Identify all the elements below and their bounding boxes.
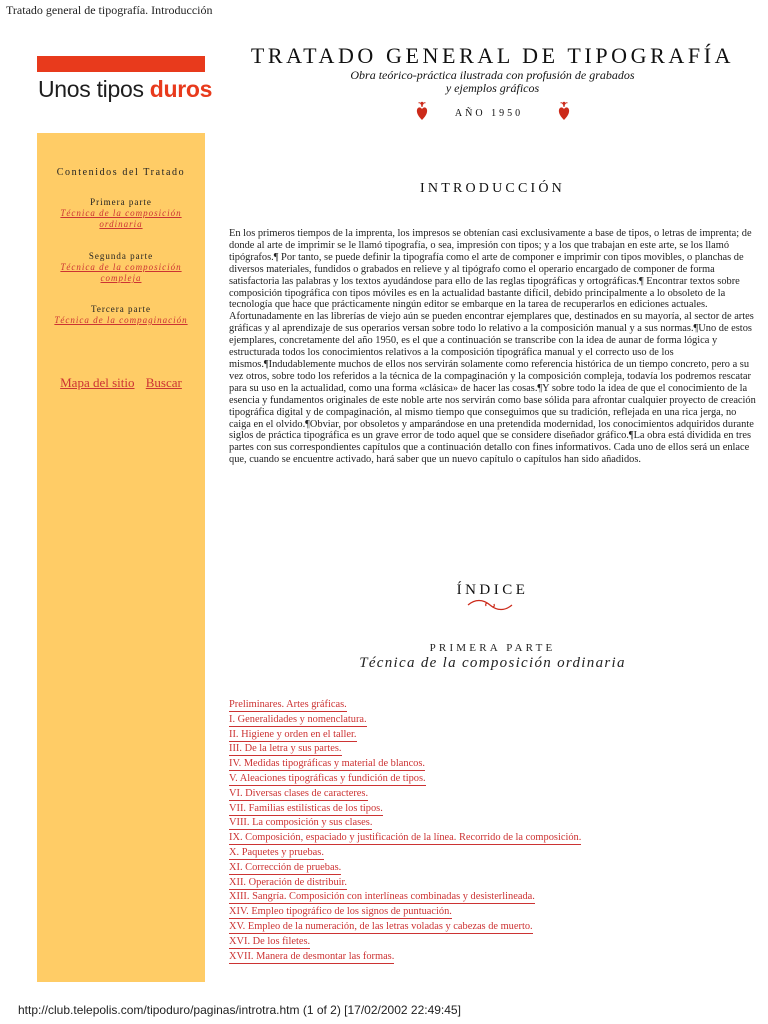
toc-link[interactable]: III. De la letra y sus partes. (229, 743, 342, 755)
toc-link[interactable]: XII. Operación de distribuir. (229, 876, 348, 888)
toc-item (229, 756, 581, 771)
toc-link[interactable]: XI. Corrección de pruebas. (229, 861, 342, 873)
sidebar-link-segunda-parte[interactable]: Técnica de la composición compleja (60, 262, 182, 283)
toc-item (229, 934, 581, 949)
toc-link[interactable]: VIII. La composición y sus clases. (229, 817, 373, 829)
toc-link[interactable]: I. Generalidades y nomenclatura. (229, 713, 367, 725)
sidebar-utility-links (37, 375, 205, 391)
toc-link[interactable]: XIII. Sangría. Composición con interlíneas combinadas y desisterlineada. (229, 891, 535, 903)
toc-item (229, 697, 581, 712)
print-header: Tratado general de tipografía. Introducción (6, 3, 213, 17)
heart-flower-ornament-icon (557, 100, 571, 122)
toc-item (229, 830, 581, 845)
part-label: PRIMERA PARTE (429, 642, 556, 654)
toc-link[interactable]: IV. Medidas tipográficas y material de blancos. (229, 758, 426, 770)
sitemap-link[interactable]: Mapa del sitio (60, 375, 135, 390)
index-heading: ÍNDICE (456, 582, 529, 598)
sidebar-part-1 (37, 196, 205, 230)
toc-link[interactable]: VII. Familias estilísticas de los tipos. (229, 802, 383, 814)
logo-text-plain: Unos tipos (38, 76, 150, 102)
sidebar-link-tercera-parte[interactable]: Técnica de la compaginación (54, 315, 188, 325)
sidebar-part-2 (37, 250, 205, 284)
part-title: Técnica de la composición ordinaria (359, 655, 626, 671)
toc-link[interactable]: X. Paquetes y pruebas. (229, 846, 324, 858)
toc-link[interactable]: XVII. Manera de desmontar las formas. (229, 950, 395, 962)
intro-body: En los primeros tiempos de la imprenta, los impresos se obtenían casi exclusivamente a base de tipos, o letras de imprenta; de donde al arte de imprimir se le llamó tipografía, o sea, impresión con tipos; y a los que trabajan en este arte, se los llamó tipógrafos.¶ Por tanto, se puede definir la tipografía como el arte de componer e imprimir con tipos movibles, o planchas de diversos materiales, fundidos o grabados en relieve y al tipógrafo como el operario encargado de componer de forma satisfactoria las palabras y los textos ayudándose para ello de las reglas tipográficas y ortográficas.¶ Encontrar textos sobre composición tipográfica con tipos móviles es en la actualidad bastante difícil, debido principalmente a lo obsoleto de la tecnología que hace que prácticamente ningún editor se embarque en la tarea de recuperarlos en ediciones actuales. Afortunadamente en las librerías de viejo aún se pueden encontrar ejemplares que, destinados en su mayoría, al sector de artes gráficas y al aprendizaje de sus operarios versan sobre todo lo relativo a la composición manual y a sus normas.¶Uno de estos ejemplares, concretamente del año 1950, es el que a continuación se transcribe con la idea de aunar de forma lógica y estructurada todos los conocimientos relativos a la composición tipográfica manual y el correcto uso de los mismos.¶Indudablemente muchos de ellos nos servirán solamente como referencia histórica de un tiempo concreto, pero a su vez otros, sobre todo los referidos a la técnica de la compaginación y la composición compleja, todavía los podremos rescatar para su uso en la actualidad, como una forma «clásica» de hacer las cosas.¶Y sobre todo la idea de que el conocimiento de la esencia y fundamentos originales de este noble arte nos servirán como base sólida para afrontar cualquier proyecto de creación tipográfica digital y de compaginación, al mismo tiempo que conseguimos que su tradición, reflejada en una rica jerga, no caiga en el olvido.¶Obviar, por obsoletos y amparándose en una pretendida modernidad, los conocimientos adquiridos durante siglos de práctica tipográfica es un grave error de todo aquel que se considere diseñador gráfico.¶La obra está dividida en tres partes con sus correspondientes capítulos que a continuación detallo con fines informativos. Cada uno de ellos será un enlace que, cuando se encuentre activado, hará saber que un nuevo capítulo o capítulos han sido añadidos. (229, 228, 756, 466)
toc-item (229, 860, 581, 875)
search-link[interactable]: Buscar (145, 375, 182, 390)
heart-flower-ornament-icon (415, 100, 429, 122)
sidebar-part-label: Tercera parte (90, 304, 152, 314)
sidebar-link-primera-parte[interactable]: Técnica de la composición ordinaria (60, 208, 182, 229)
subtitle-line-1: Obra teórico-práctica ilustrada con profusión de grabados (350, 68, 635, 82)
subtitle-line-2: y ejemplos gráficos (445, 81, 540, 95)
sidebar-part-3 (37, 303, 205, 326)
site-subtitle (240, 69, 745, 95)
toc-link[interactable]: XV. Empleo de la numeración, de las letras voladas y cabezas de muerto. (229, 920, 533, 932)
toc-link[interactable]: VI. Diversas clases de caracteres. (229, 787, 369, 799)
sidebar-part-label: Segunda parte (88, 251, 154, 261)
sidebar-part-label: Primera parte (90, 197, 152, 207)
sidebar-heading: Contenidos del Tratado (56, 167, 186, 178)
toc-item (229, 919, 581, 934)
toc-item (229, 786, 581, 801)
toc-item (229, 845, 581, 860)
toc-item (229, 771, 581, 786)
toc-item (229, 875, 581, 890)
toc-link[interactable]: XVI. De los filetes. (229, 935, 311, 947)
toc-item (229, 801, 581, 816)
site-title: TRATADO GENERAL DE TIPOGRAFÍA (250, 43, 735, 68)
flourish-divider-icon (465, 598, 515, 612)
toc-link[interactable]: V. Aleaciones tipográficas y fundición de tipos. (229, 772, 426, 784)
toc-link[interactable]: XIV. Empleo tipográfico de los signos de puntuación. (229, 906, 452, 918)
toc-item (229, 712, 581, 727)
toc-link[interactable]: IX. Composición, espaciado y justificación de la línea. Recorrido de la composición. (229, 832, 582, 844)
toc-item (229, 815, 581, 830)
logo-bar (37, 56, 205, 72)
publication-year: AÑO 1950 (454, 108, 524, 119)
toc-item (229, 727, 581, 742)
toc-item (229, 904, 581, 919)
table-of-contents (229, 697, 581, 963)
toc-item (229, 741, 581, 756)
sidebar (37, 133, 205, 982)
site-logo[interactable] (38, 76, 212, 103)
toc-link[interactable]: II. Higiene y orden en el taller. (229, 728, 357, 740)
print-footer: http://club.telepolis.com/tipoduro/paginas/introtra.htm (1 of 2) [17/02/2002 22:49:45] (18, 1003, 461, 1017)
intro-heading: INTRODUCCIÓN (420, 181, 565, 196)
toc-link[interactable]: Preliminares. Artes gráficas. (229, 699, 347, 710)
logo-text-strong: duros (149, 76, 213, 102)
toc-item (229, 889, 581, 904)
toc-item (229, 949, 581, 964)
